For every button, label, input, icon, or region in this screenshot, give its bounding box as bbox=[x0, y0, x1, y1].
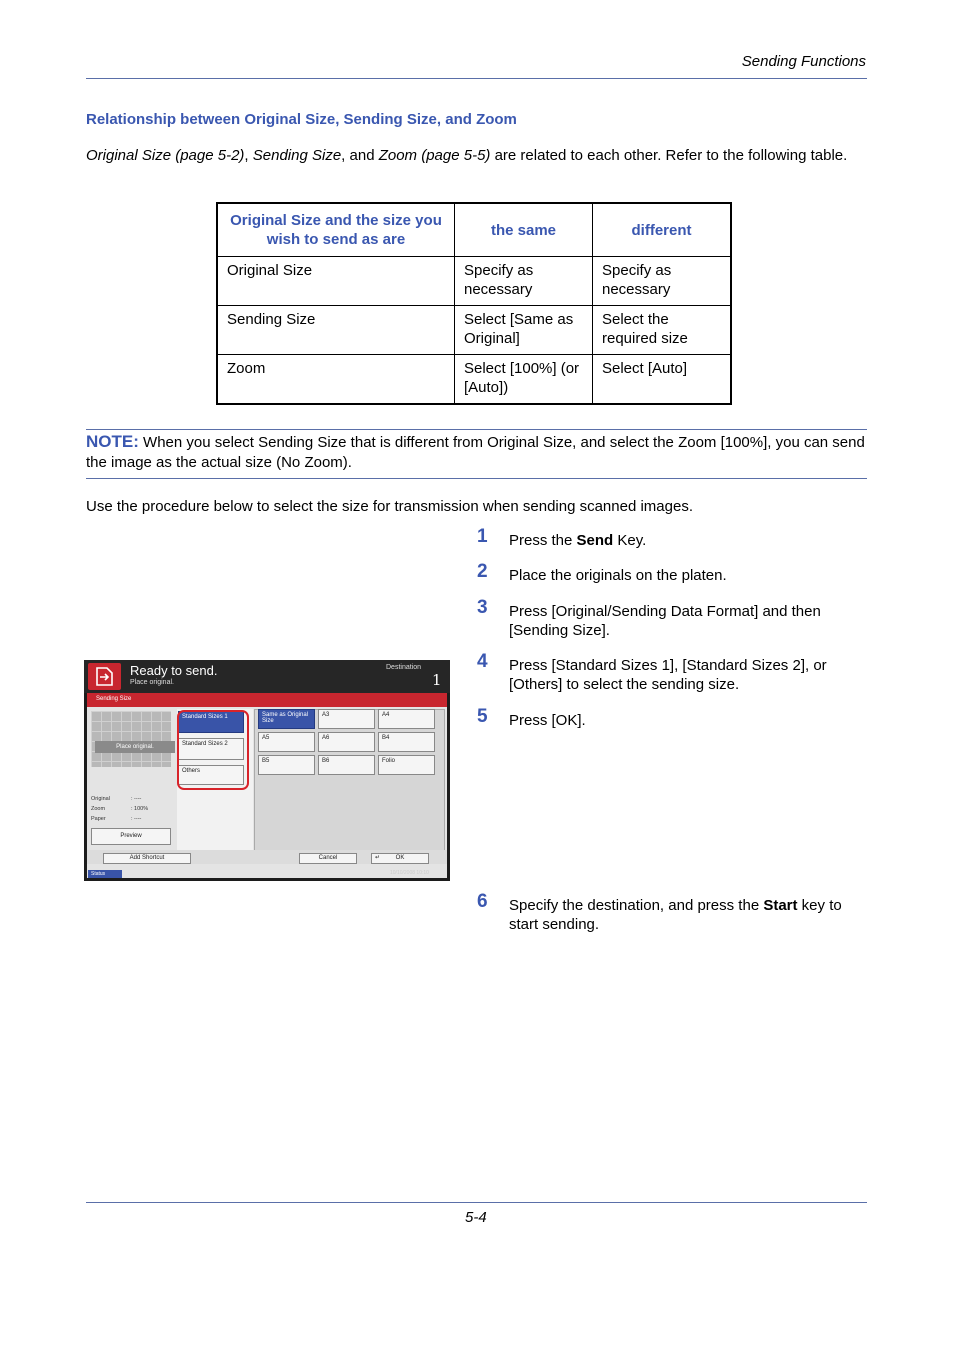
note-top-rule bbox=[86, 429, 867, 430]
destination-count: 1 bbox=[432, 671, 442, 689]
preview-button[interactable]: Preview bbox=[91, 828, 171, 845]
table-row bbox=[217, 355, 731, 404]
table-cell: Zoom bbox=[217, 355, 455, 404]
size-same-as-original-button[interactable]: Same as Original Size bbox=[258, 709, 315, 729]
size-a5-button[interactable]: A5 bbox=[258, 732, 315, 752]
size-a3-button[interactable]: A3 bbox=[318, 709, 375, 729]
relationship-table bbox=[216, 202, 732, 405]
info-original bbox=[91, 796, 142, 802]
table-cell: Select the required size bbox=[593, 306, 732, 355]
header-rule bbox=[86, 78, 867, 79]
table-header-cell: different bbox=[593, 203, 732, 257]
panel-body bbox=[87, 693, 447, 878]
sending-size-tab-label: Sending Size bbox=[96, 696, 132, 702]
table-cell: Select [100%] (or [Auto]) bbox=[455, 355, 593, 404]
standard-sizes-1-button[interactable]: Standard Sizes 1 bbox=[178, 711, 244, 733]
page-number: 5-4 bbox=[465, 1209, 487, 1226]
step-number: 6 bbox=[477, 891, 488, 912]
table-cell: Select [Same as Original] bbox=[455, 306, 593, 355]
step-text: Place the originals on the platen. bbox=[509, 567, 727, 584]
panel-status-title: Ready to send. bbox=[130, 663, 218, 678]
size-a6-button[interactable]: A6 bbox=[318, 732, 375, 752]
intro-sep: , and bbox=[341, 147, 379, 164]
step-5 bbox=[477, 706, 867, 730]
info-label: Zoom bbox=[91, 806, 106, 812]
note-bottom-rule bbox=[86, 478, 867, 479]
ok-button[interactable] bbox=[371, 853, 429, 864]
step-key-name: Start bbox=[763, 897, 798, 914]
step-number: 3 bbox=[477, 597, 488, 618]
size-folio-button[interactable]: Folio bbox=[378, 755, 435, 775]
note-label: NOTE: bbox=[86, 432, 139, 451]
size-b6-button[interactable]: B6 bbox=[318, 755, 375, 775]
ok-label: OK bbox=[395, 855, 405, 861]
sending-size-tab bbox=[87, 693, 447, 707]
step-number: 4 bbox=[477, 651, 488, 672]
intro-ref-sending-size: Sending Size bbox=[252, 147, 342, 164]
note-box bbox=[86, 432, 866, 473]
table-cell: Sending Size bbox=[217, 306, 455, 355]
size-b5-button[interactable]: B5 bbox=[258, 755, 315, 775]
step-1 bbox=[477, 526, 867, 550]
size-b4-button[interactable]: B4 bbox=[378, 732, 435, 752]
running-header: Sending Functions bbox=[741, 53, 866, 70]
section-title: Relationship between Original Size, Sending Size, and Zoom bbox=[86, 111, 517, 128]
table-row bbox=[217, 306, 731, 355]
step-number: 5 bbox=[477, 706, 488, 727]
info-label: Original bbox=[91, 796, 110, 802]
panel-status-subtitle: Place original. bbox=[130, 679, 174, 686]
preview-placeholder: Place original. bbox=[95, 741, 175, 753]
add-shortcut-button[interactable]: Add Shortcut bbox=[103, 853, 191, 864]
info-value: : ---- bbox=[131, 796, 142, 802]
step-text: Press [OK]. bbox=[509, 712, 586, 729]
info-label: Paper bbox=[91, 816, 106, 822]
step-text: Press [Standard Sizes 1], [Standard Sizes 2], or [Others] to select the sending size. bbox=[509, 657, 827, 693]
enter-icon: ↵ bbox=[375, 855, 381, 861]
table-header-row bbox=[217, 203, 731, 257]
size-grid bbox=[254, 709, 445, 853]
preview-area bbox=[91, 711, 171, 767]
step-2 bbox=[477, 561, 867, 585]
info-zoom bbox=[91, 806, 149, 812]
step-number: 2 bbox=[477, 561, 488, 582]
step-text: key to start sending. bbox=[509, 897, 842, 933]
panel-datetime: 10/10/2008 10:10 bbox=[390, 870, 429, 876]
step-text: Specify the destination, and press the bbox=[509, 897, 764, 914]
size-a4-button[interactable]: A4 bbox=[378, 709, 435, 729]
intro-paragraph bbox=[86, 146, 871, 165]
step-4 bbox=[477, 651, 867, 694]
status-button[interactable]: Status bbox=[88, 870, 122, 878]
info-paper bbox=[91, 816, 142, 822]
step-text: Key. bbox=[613, 532, 647, 549]
step-3 bbox=[477, 597, 867, 640]
step-key-name: Send bbox=[576, 532, 614, 549]
table-cell: Specify as necessary bbox=[593, 257, 732, 306]
highlight-ring bbox=[177, 710, 249, 790]
cancel-button[interactable]: Cancel bbox=[299, 853, 357, 864]
step-6 bbox=[477, 891, 867, 934]
table-header-cell: the same bbox=[455, 203, 593, 257]
step-text: Press the bbox=[509, 532, 577, 549]
info-value: : ---- bbox=[131, 816, 142, 822]
table-header-cell: Original Size and the size you wish to send as are bbox=[217, 203, 455, 257]
footer-rule bbox=[86, 1202, 867, 1203]
table-row bbox=[217, 257, 731, 306]
intro-ref-original-size: Original Size (page 5-2) bbox=[86, 147, 245, 164]
step-number: 1 bbox=[477, 526, 488, 547]
table-cell: Specify as necessary bbox=[455, 257, 593, 306]
standard-sizes-2-button[interactable]: Standard Sizes 2 bbox=[178, 738, 244, 760]
destination-label: Destination bbox=[386, 664, 422, 671]
others-button[interactable]: Others bbox=[178, 765, 244, 785]
note-text: When you select Sending Size that is different from Original Size, and select the Zoom [100%], you can send the image as the actual size (No Zoom). bbox=[86, 434, 865, 471]
table-cell: Select [Auto] bbox=[593, 355, 732, 404]
step-text: Press [Original/Sending Data Format] and then [Sending Size]. bbox=[509, 603, 821, 639]
info-value: : 100% bbox=[131, 806, 149, 812]
intro-rest: are related to each other. Refer to the following table. bbox=[490, 147, 848, 164]
procedure-intro: Use the procedure below to select the size for transmission when sending scanned images. bbox=[86, 498, 693, 515]
send-status-icon bbox=[88, 663, 121, 690]
panel-status-bar bbox=[84, 660, 450, 693]
operation-panel-screenshot bbox=[84, 660, 450, 881]
intro-sep: , bbox=[244, 147, 253, 164]
intro-ref-zoom: Zoom (page 5-5) bbox=[378, 147, 491, 164]
table-cell: Original Size bbox=[217, 257, 455, 306]
